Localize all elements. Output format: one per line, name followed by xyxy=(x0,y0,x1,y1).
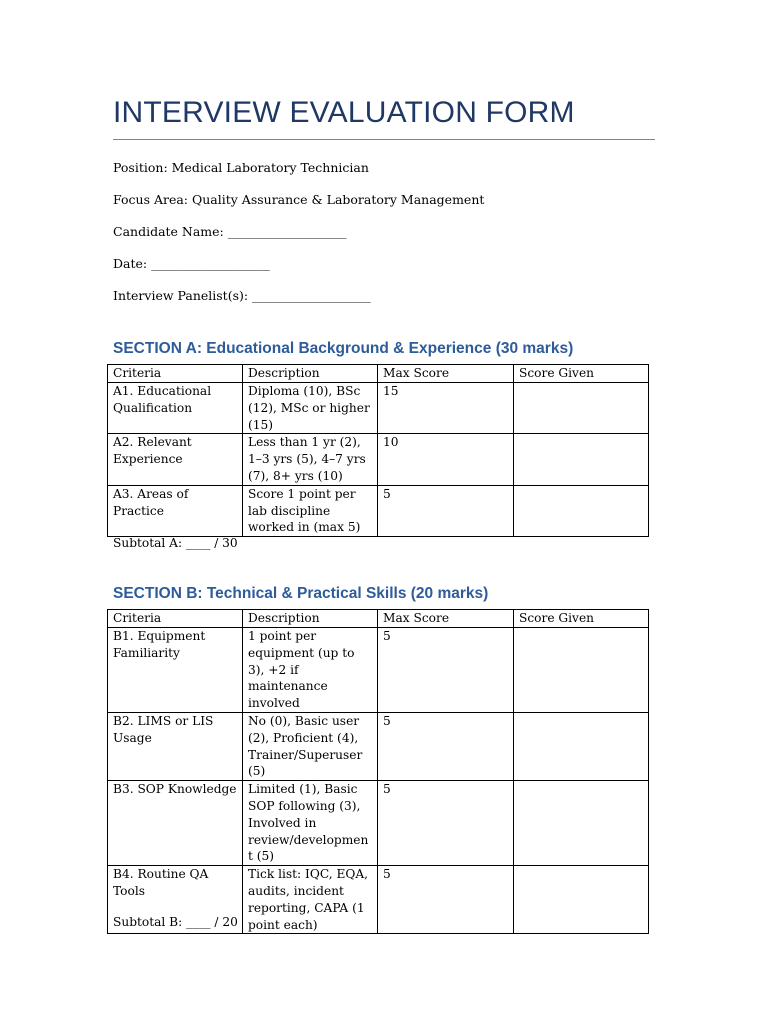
description-cell: Diploma (10), BSc (12), MSc or higher (15) xyxy=(243,383,378,434)
criteria-cell: B2. LIMS or LIS Usage xyxy=(108,712,243,780)
max-score-cell: 15 xyxy=(378,383,514,434)
header-criteria: Criteria xyxy=(108,365,243,383)
section-a-table xyxy=(107,364,649,537)
section-a-heading: SECTION A: Educational Background & Experience (30 marks) xyxy=(113,340,574,357)
score-given-input[interactable] xyxy=(514,383,649,434)
position-line: Position: Medical Laboratory Technician xyxy=(113,160,369,175)
score-given-input[interactable] xyxy=(514,712,649,780)
table-row xyxy=(108,781,649,866)
form-title: INTERVIEW EVALUATION FORM xyxy=(113,96,575,129)
max-score-cell: 5 xyxy=(378,866,514,934)
subtotal-a: Subtotal A: ____ / 30 xyxy=(113,536,238,550)
header-description: Description xyxy=(243,365,378,383)
title-underline xyxy=(113,139,655,140)
description-cell: 1 point per equipment (up to 3), +2 if maintenance involved xyxy=(243,628,378,713)
max-score-cell: 10 xyxy=(378,434,514,485)
date-field[interactable]: Date: ___________________ xyxy=(113,256,270,271)
max-score-cell: 5 xyxy=(378,628,514,713)
table-row xyxy=(108,383,649,434)
criteria-cell: B1. Equipment Familiarity xyxy=(108,628,243,713)
score-given-input[interactable] xyxy=(514,485,649,536)
description-cell: Limited (1), Basic SOP following (3), Involved in review/development (5) xyxy=(243,781,378,866)
header-criteria: Criteria xyxy=(108,610,243,628)
table-row xyxy=(108,434,649,485)
criteria-cell: A2. Relevant Experience xyxy=(108,434,243,485)
table-row xyxy=(108,712,649,780)
score-given-input[interactable] xyxy=(514,434,649,485)
max-score-cell: 5 xyxy=(378,781,514,866)
max-score-cell: 5 xyxy=(378,485,514,536)
header-max-score: Max Score xyxy=(378,365,514,383)
description-cell: Score 1 point per lab discipline worked in (max 5) xyxy=(243,485,378,536)
section-b-table xyxy=(107,609,649,934)
criteria-cell: B3. SOP Knowledge xyxy=(108,781,243,866)
criteria-cell: B4. Routine QA Tools xyxy=(108,866,243,934)
table-row xyxy=(108,628,649,713)
description-cell: No (0), Basic user (2), Proficient (4), Trainer/Superuser (5) xyxy=(243,712,378,780)
score-given-input[interactable] xyxy=(514,781,649,866)
panelists-field[interactable]: Interview Panelist(s): ___________________ xyxy=(113,288,371,303)
description-cell: Less than 1 yr (2), 1–3 yrs (5), 4–7 yrs (7), 8+ yrs (10) xyxy=(243,434,378,485)
table-header-row xyxy=(108,610,649,628)
header-description: Description xyxy=(243,610,378,628)
header-score-given: Score Given xyxy=(514,365,649,383)
candidate-name-field[interactable]: Candidate Name: ___________________ xyxy=(113,224,347,239)
max-score-cell: 5 xyxy=(378,712,514,780)
description-cell: Tick list: IQC, EQA, audits, incident reporting, CAPA (1 point each) xyxy=(243,866,378,934)
section-b-heading: SECTION B: Technical & Practical Skills (20 marks) xyxy=(113,585,489,602)
score-given-input[interactable] xyxy=(514,628,649,713)
header-score-given: Score Given xyxy=(514,610,649,628)
score-given-input[interactable] xyxy=(514,866,649,934)
header-max-score: Max Score xyxy=(378,610,514,628)
table-header-row xyxy=(108,365,649,383)
criteria-cell: A1. Educational Qualification xyxy=(108,383,243,434)
criteria-cell: A3. Areas of Practice xyxy=(108,485,243,536)
table-row xyxy=(108,485,649,536)
subtotal-b: Subtotal B: ____ / 20 xyxy=(113,915,238,929)
focus-area-line: Focus Area: Quality Assurance & Laboratory Management xyxy=(113,192,485,207)
